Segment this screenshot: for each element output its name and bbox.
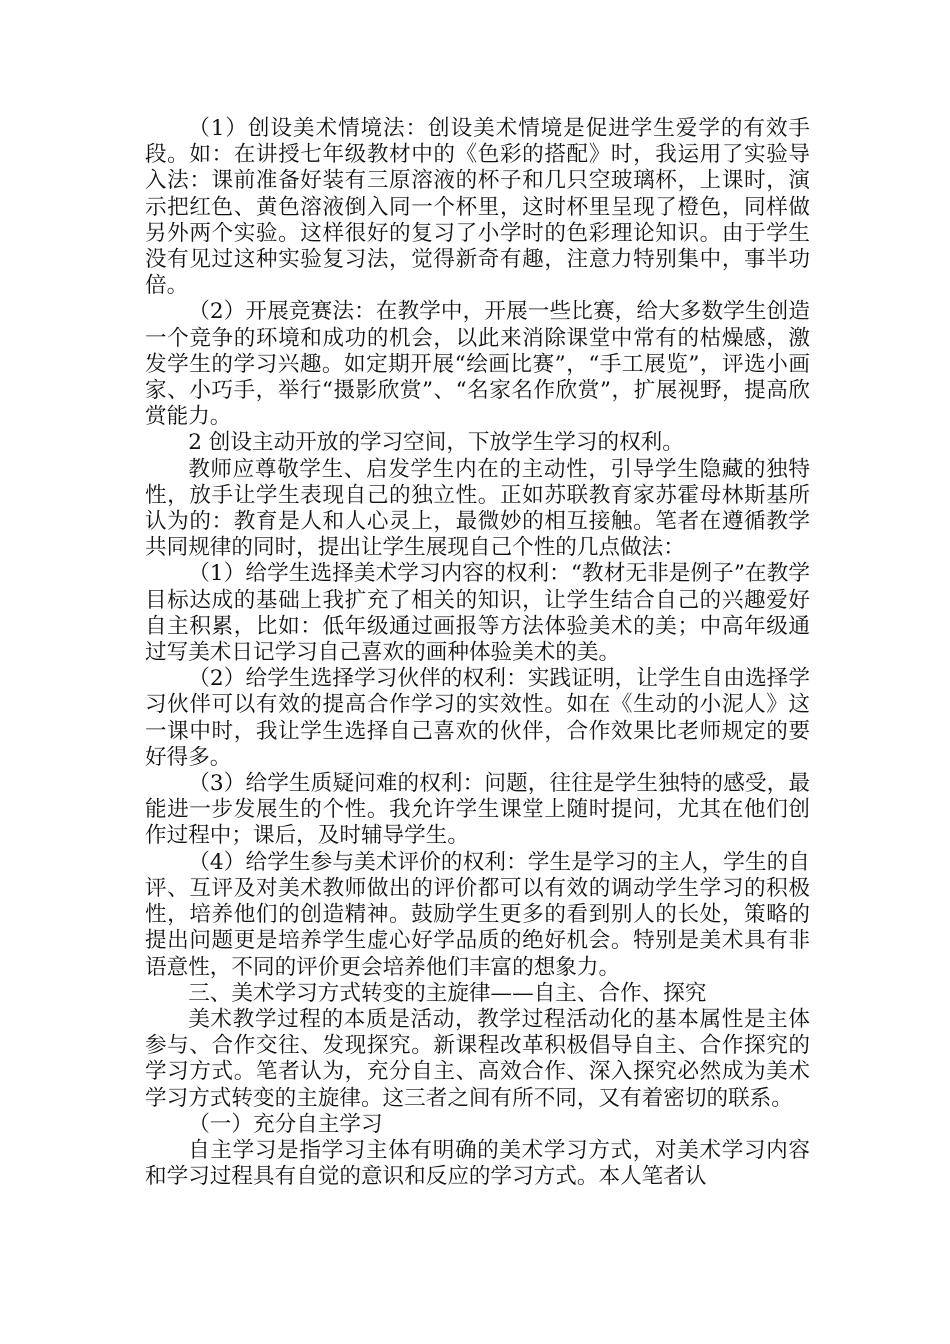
paragraph-right-partner: （2）给学生选择学习伙伴的权利：实践证明，让学生自由选择学习伙伴可以有效的提高合作学习的实效性。如在《生动的小泥人》这一课中时，我让学生选择自己喜欢的伙伴，合作效果比老师规定的要好得多。 (145, 666, 810, 770)
subsection-heading-autonomous: （一）充分自主学习 (188, 1111, 383, 1137)
paragraph-teaching-process: 美术教学过程的本质是活动，教学过程活动化的基本属性是主体参与、合作交往、发现探究。新课程改革积极倡导自主、合作探究的学习方式。笔者认为，充分自主、高效合作、深入探究必然成为美术学习方式转变的主旋律。这三者之间有所不同，又有着密切的联系。 (145, 1006, 810, 1111)
paragraph-method-situation: （1）创设美术情境法：创设美术情境是促进学生爱学的有效手段。如：在讲授七年级教材中的《色彩的搭配》时，我运用了实验导入法：课前准备好装有三原溶液的杯子和几只空玻璃杯，上课时，演示把红色、黄色溶液倒入同一个杯里，这时杯里呈现了橙色，同样做另外两个实验。这样很好的复习了小学时的色彩理论知识。由于学生没有见过这种实验复习法，觉得新奇有趣，注意力特别集中，事半功倍。 (145, 116, 810, 299)
paragraph-right-evaluation: （4）给学生参与美术评价的权利：学生是学习的主人，学生的自评、互评及对美术教师做出的评价都可以有效的调动学生学习的积极性，培养他们的创造精神。鼓励学生更多的看到别人的长处，策略的提出问题更是培养学生虚心好学品质的绝好机会。特别是美术具有非语意性，不同的评价更会培养他们丰富的想象力。 (145, 849, 810, 980)
document-page (145, 116, 810, 1190)
paragraph-method-competition: （2）开展竞赛法：在教学中，开展一些比赛，给大多数学生创造一个竞争的环境和成功的机会，以此来消除课堂中常有的枯燥感，激发学生的学习兴趣。如定期开展“绘画比赛”，“手工展览”，评选小画家、小巧手，举行“摄影欣赏”、“名家名作欣赏”，扩展视野，提高欣赏能力。 (145, 299, 810, 430)
paragraph-right-content: （1）给学生选择美术学习内容的权利：“教材无非是例子”在教学目标达成的基础上我扩充了相关的知识，让学生结合自己的兴趣爱好自主积累，比如：低年级通过画报等方法体验美术的美；中高年级通过写美术日记学习自己喜欢的画种体验美术的美。 (145, 561, 810, 666)
paragraph-right-question: （3）给学生质疑问难的权利：问题，往往是学生独特的感受，最能进一步发展生的个性。我允许学生课堂上随时提问，尤其在他们创作过程中；课后，及时辅导学生。 (145, 771, 810, 849)
section-heading-open-space: 2 创设主动开放的学习空间，下放学生学习的权利。 (188, 430, 684, 456)
paragraph-autonomous-definition: 自主学习是指学习主体有明确的美术学习方式，对美术学习内容和学习过程具有自觉的意识和反应的学习方式。本人笔者认 (145, 1137, 810, 1190)
paragraph-teacher-respect: 教师应尊敬学生、启发学生内在的主动性，引导学生隐藏的独特性，放手让学生表现自己的独立性。正如苏联教育家苏霍母林斯基所认为的：教育是人和人心灵上，最微妙的相互接触。笔者在遵循教学共同规律的同时，提出让学生展现自己个性的几点做法： (145, 456, 810, 561)
section-heading-main-theme: 三、美术学习方式转变的主旋律——自主、合作、探究 (188, 980, 707, 1006)
